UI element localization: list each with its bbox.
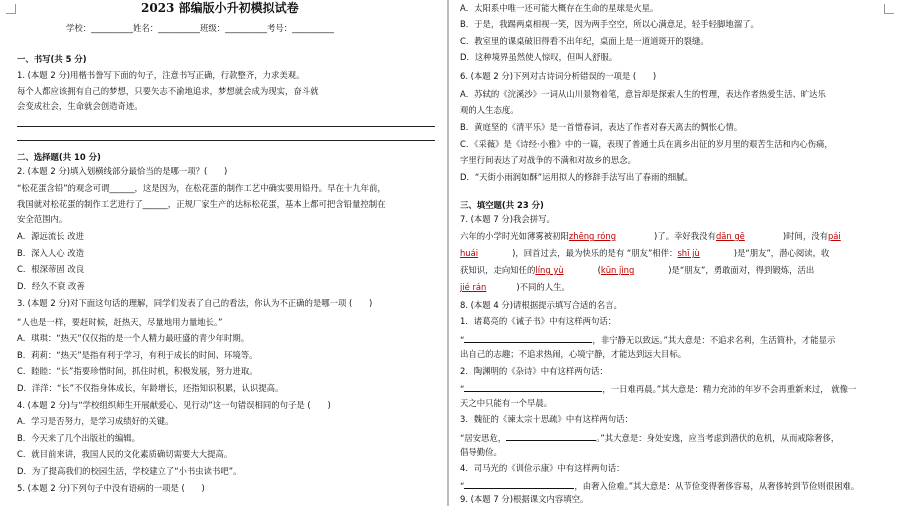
question-4-option[interactable]: C．就目前来讲，我国人民的文化素质确切需要大大提高。 bbox=[17, 449, 233, 459]
question-2-text: “松花蛋含铅”的观念可谓______，这是因为，在松花蛋的制作工艺中确实要用铅丹。早在十九年前， bbox=[17, 183, 386, 193]
q7-text: )时间，没有 bbox=[782, 231, 828, 241]
question-2-option[interactable]: D．经久不衰 改善 bbox=[17, 281, 85, 291]
q8-text: ，一日难再晨。”其大意是：精力充沛的年岁不会再重新来过， 就像一 bbox=[602, 384, 857, 394]
question-6-option[interactable]: C．《采薇》是《诗经·小雅》中的一篇，表现了普通士兵在离乡出征的岁月里的艰苦生活和内心伤痛， bbox=[460, 139, 833, 149]
page-title: 2023 部编版小升初模拟试卷 bbox=[141, 1, 299, 15]
question-2-text: 我国就对松花蛋的制作工艺进行了______，正规厂家生产的达标松花蛋，基本上都可把含铅量控制在 bbox=[17, 199, 386, 209]
question-6-option-cont: 字里行间表达了对战争的不满和对故乡的思念。 bbox=[460, 155, 636, 165]
question-1-text: 会变成社会，生命就会创造奇迹。 bbox=[17, 101, 143, 111]
fill-blank[interactable] bbox=[506, 431, 596, 441]
student-info-line: 学校：__________姓名：__________班级：__________考号：__________ bbox=[66, 23, 334, 33]
question-3-stem: 3. (本题 2 分)对下面这句话的理解，同学们发表了自己的看法，你认为不正确的是哪一项 ( ) bbox=[17, 298, 373, 308]
fill-blank[interactable] bbox=[464, 382, 602, 392]
question-1-text: 每个人都应该拥有自己的梦想，只要矢志不渝地追求，梦想就会成为现实，奋斗就 bbox=[17, 86, 319, 96]
question-2-option[interactable]: B．深入人心 改造 bbox=[17, 248, 85, 258]
question-6-option[interactable]: D．“天街小雨润如酥”运用拟人的修辞手法写出了春雨的细腻。 bbox=[460, 172, 693, 182]
pinyin-blank[interactable]: zhēng róng bbox=[568, 231, 617, 241]
question-7-line bbox=[460, 248, 829, 259]
page-divider bbox=[447, 0, 449, 506]
question-5-option[interactable]: B．于是，我踢两桌相视一笑，因为两手空空，所以心满意足，轻手轻脚地溜了。 bbox=[460, 19, 759, 29]
question-4-option[interactable]: A．学习是否努力，是学习成绩好的关键。 bbox=[17, 416, 174, 426]
question-7-stem: 7. (本题 7 分)我会拼写。 bbox=[460, 214, 555, 224]
pinyin-blank[interactable]: pái bbox=[827, 231, 841, 241]
question-4-option[interactable]: B．今天来了几个出版社的编辑。 bbox=[17, 433, 140, 443]
question-8-text: 倡导勤俭。 bbox=[460, 447, 502, 457]
question-4-option[interactable]: D．为了提高我们的校园生活，学校建立了“小书虫读书吧”。 bbox=[17, 466, 242, 476]
question-3-option[interactable]: C．睦睦：“长”指要珍惜时间，抓住时机，积极发展，努力进取。 bbox=[17, 366, 258, 376]
question-3-option[interactable]: A．琪琪：“热天”仅仅指的是一个人精力最旺盛的青少年时期。 bbox=[17, 333, 250, 343]
question-4-stem: 4. (本题 2 分)与“学校组织师生开展献爱心、见行动”这一句错误相同的句子是 ( ) bbox=[17, 400, 331, 410]
pinyin-blank[interactable]: dān gē bbox=[715, 231, 745, 241]
question-8-line: “ ，由奢入俭难。”其大意是：从节俭变得奢侈容易，从奢侈转到节俭则很困难。 bbox=[460, 481, 860, 491]
question-8-stem: 8. (本题 4 分)请根据提示填写合适的名言。 bbox=[460, 300, 622, 310]
question-6-option-cont: 观的人生态度。 bbox=[460, 105, 519, 115]
question-5-option[interactable]: C．教室里的课桌破旧得看不出年纪，桌面上是一道道斑开的裂缝。 bbox=[460, 36, 709, 46]
question-8-item: 1．诸葛亮的《诫子书》中有这样两句话： bbox=[460, 316, 617, 326]
q8-text: 。”其大意是：身处安逸，应当考虑到潜伏的危机，从而戒除奢侈， bbox=[596, 433, 840, 443]
section-heading-choice: 二、选择题(共 10 分) bbox=[17, 152, 101, 162]
question-7-line bbox=[460, 265, 814, 276]
exam-page-left bbox=[0, 0, 445, 506]
question-2-option[interactable]: C．根深蒂固 改良 bbox=[17, 264, 85, 274]
q7-text: )不同的人生。 bbox=[516, 282, 570, 292]
q7-text: )，回首过去，最为快乐的是有 “朋友”相伴： bbox=[512, 248, 678, 258]
question-6-option[interactable]: B．黄庭坚的《清平乐》是一首惜春词，表达了作者对春天离去的惆怅心情。 bbox=[460, 122, 743, 132]
corner-mark bbox=[884, 4, 894, 14]
question-6-option[interactable]: A．苏轼的《浣溪沙》一词从山川景物着笔，意旨却是探索人生的哲理，表达作者热爱生活、旷达乐 bbox=[460, 89, 826, 99]
section-heading-writing: 一、书写(共 5 分) bbox=[17, 54, 87, 64]
question-8-line bbox=[460, 431, 839, 444]
q7-text: 获知识，走向知任的 bbox=[460, 265, 536, 275]
q7-text: ( bbox=[597, 265, 601, 275]
question-6-stem: 6. (本题 2 分)下列对古诗词分析错误的一项是 ( ) bbox=[460, 71, 657, 81]
fill-blank[interactable] bbox=[464, 333, 592, 343]
question-7-line bbox=[460, 231, 841, 242]
question-8-text: 出自己的志趣；不追求热闹，心境宁静，才能达到远大目标。 bbox=[460, 349, 687, 359]
pinyin-blank[interactable]: shī jù bbox=[677, 248, 700, 258]
question-8-item: 4．司马光的《训俭示康》中有这样两句话： bbox=[460, 463, 625, 473]
question-3-option[interactable]: D．洋洋：“长”不仅指身体成长，年龄增长，还指知识积累，认识提高。 bbox=[17, 383, 284, 393]
question-5-option[interactable]: D．这种境界虽然使人惊叹，但叫人舒服。 bbox=[460, 52, 618, 62]
fill-blank[interactable] bbox=[464, 479, 574, 489]
q8-text: “居安思危， bbox=[460, 433, 507, 443]
section-heading-fill: 三、填空题(共 23 分) bbox=[460, 200, 544, 210]
question-2-option[interactable]: A．源远流长 改进 bbox=[17, 231, 85, 241]
question-8-item: 2．陶渊明的《杂诗》中有这样两句话： bbox=[460, 366, 608, 376]
question-8-item: 3．魏征的《谏太宗十思疏》中有这样两句话： bbox=[460, 414, 633, 424]
q7-text: )了。幸好我没有 bbox=[654, 231, 716, 241]
question-3-option[interactable]: B．莉莉：“热天”是指有利于学习，有利于成长的时间、环境等。 bbox=[17, 350, 258, 360]
pinyin-blank[interactable]: líng yù bbox=[535, 265, 564, 275]
question-2-text: 安全范围内。 bbox=[17, 214, 68, 224]
question-8-line: “ ，一日难再晨。”其大意是：精力充沛的年岁不会再重新来过， 就像一 bbox=[460, 384, 857, 394]
pinyin-blank[interactable]: kūn jìng bbox=[600, 265, 635, 275]
question-8-text: 天之中只能有一个早晨。 bbox=[460, 398, 553, 408]
q7-text: )是“朋友”，勇敢面对，得到锻炼，活出 bbox=[668, 265, 815, 275]
question-8-line: “ ，非宁静无以致远。”其大意是：不追求名利，生活简朴，才能显示 bbox=[460, 335, 836, 345]
answer-line bbox=[17, 140, 435, 141]
q8-text: ，非宁静无以致远。”其大意是：不追求名利，生活简朴，才能显示 bbox=[592, 335, 836, 345]
q8-text: ，由奢入俭难。”其大意是：从节俭变得奢侈容易，从奢侈转到节俭则很困难。 bbox=[574, 481, 860, 491]
question-7-line bbox=[460, 282, 570, 293]
corner-mark bbox=[6, 4, 16, 14]
exam-page-right bbox=[452, 0, 900, 506]
question-5-option[interactable]: A．太阳系中唯一还可能大概存在生命的星球是火星。 bbox=[460, 3, 659, 13]
question-5-stem: 5. (本题 2 分)下列句子中没有语病的一项是 ( ) bbox=[17, 483, 205, 493]
pinyin-blank[interactable]: huái bbox=[460, 248, 479, 258]
q7-text: )是“朋友”，潜心阅读，收 bbox=[733, 248, 830, 258]
question-3-quote: “人也是一样，要赶时候，赶热天，尽量地用力量地长。” bbox=[17, 317, 223, 327]
question-2-stem: 2. (本题 2 分)填入划横线部分最恰当的是哪一项？( ) bbox=[17, 166, 228, 176]
question-9-stem: 9. (本题 7 分)根据课文内容填空。 bbox=[460, 494, 589, 504]
pinyin-blank[interactable]: jié rán bbox=[460, 282, 487, 292]
answer-line bbox=[17, 126, 435, 127]
q7-text: 六年的小学时光如薄雾被初阳 bbox=[460, 231, 569, 241]
question-1-stem: 1. (本题 2 分)用楷书誊写下面的句子，注意书写正确，行款整齐，力求美观。 bbox=[17, 70, 305, 80]
